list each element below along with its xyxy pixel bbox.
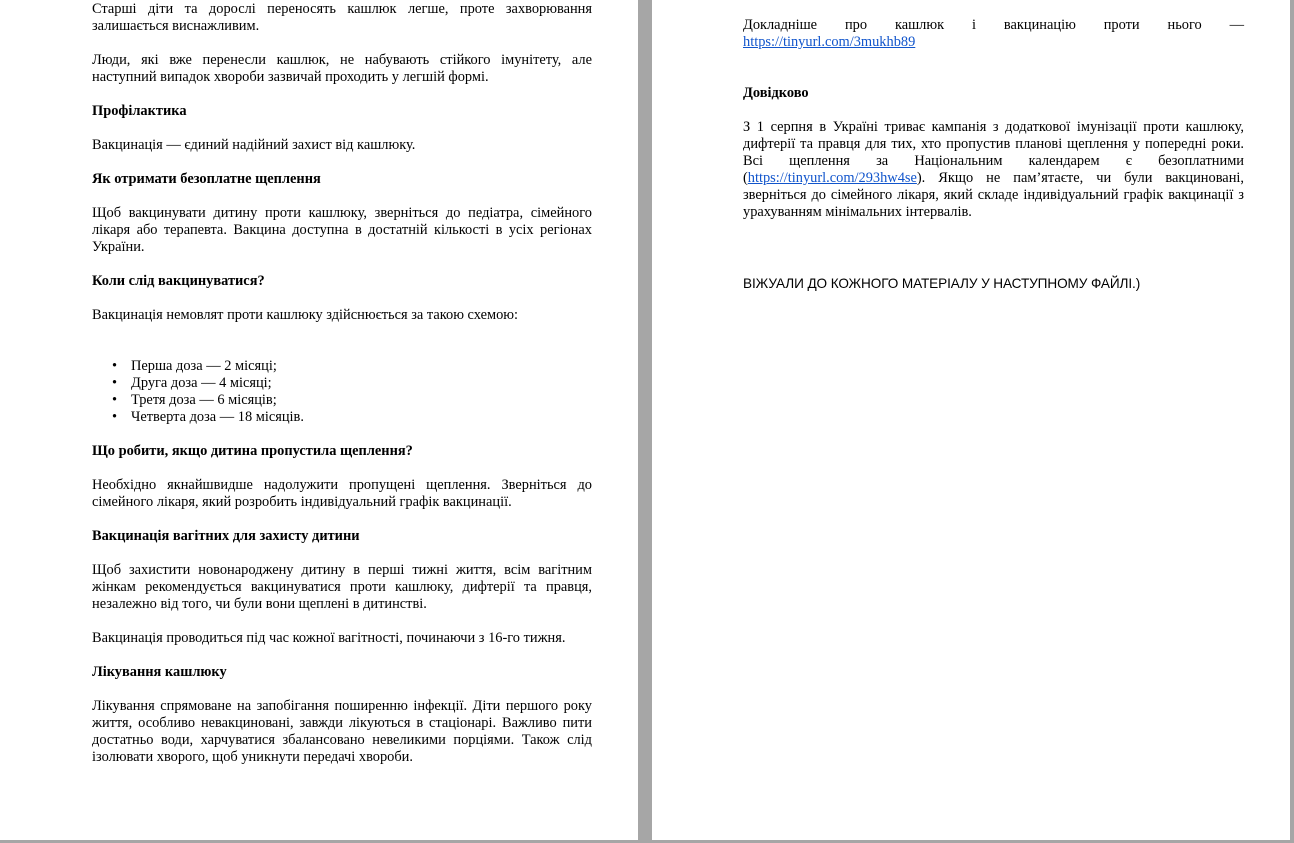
heading-prevention: Профілактика xyxy=(92,103,187,119)
paragraph: Щоб вакцинувати дитину проти кашлюку, зверніться до педіатра, сімейного лікаря або терапевта. Вакцина доступна в достатній кількості в усіх регіонах України. xyxy=(92,205,592,255)
dose-schedule-list xyxy=(92,358,592,426)
more-info-link[interactable]: https://tinyurl.com/3mukhb89 xyxy=(743,34,916,50)
paragraph-reference xyxy=(743,119,1244,221)
paragraph: Старші діти та дорослі переносять кашлюк легше, проте захворювання залишається виснажливим. xyxy=(92,1,592,34)
page-content xyxy=(92,1,592,783)
paragraph: Необхідно якнайшвидше надолужити пропущені щеплення. Зверніться до сімейного лікаря, який розробить індивідуальний графік вакцинації. xyxy=(92,477,592,510)
list-item: • Друга доза — 4 місяці; xyxy=(131,375,592,392)
page-content xyxy=(743,17,1244,309)
heading-reference: Довідково xyxy=(743,85,809,101)
heading-pregnant-vaccination: Вакцинація вагітних для захисту дитини xyxy=(92,528,360,544)
empty-line xyxy=(743,68,1244,85)
heading-free-vaccination: Як отримати безоплатне щеплення xyxy=(92,171,321,187)
heading-missed-vaccination: Що робити, якщо дитина пропустила щеплення? xyxy=(92,443,413,459)
paragraph: Щоб захистити новонароджену дитину в перші тижні життя, всім вагітним жінкам рекомендується вакцинуватися проти кашлюку, дифтерії та правця, незалежно від того, чи були вони щеплені в дитинстві. xyxy=(92,562,592,612)
paragraph: Вакцинація немовлят проти кашлюку здійснюється за такою схемою: xyxy=(92,307,519,323)
reference-text: ). Якщо не пам’ятаєте, чи були вакциновані, зверніться до сімейного лікаря, який складе індивідуальний графік вакцинації з урахуванням мінімальних інтервалів. xyxy=(743,170,1244,220)
reference-text: З 1 серпня в Україні триває кампанія з додаткової імунізації проти кашлюку, дифтерії та правця для тих, хто пропустив планові щеплення у попередні роки. Всі щеплення за Національним календарем є безоплатними ( xyxy=(743,119,1244,186)
paragraph: Вакцинація — єдиний надійний захист від кашлюку. xyxy=(92,137,416,153)
paragraph: Вакцинація проводиться під час кожної вагітності, починаючи з 16-го тижня. xyxy=(92,630,566,646)
paragraph-more-info xyxy=(743,17,1244,51)
empty-line xyxy=(92,341,592,358)
visuals-note: ВІЖУАЛИ ДО КОЖНОГО МАТЕРІАЛУ У НАСТУПНОМУ ФАЙЛІ.) xyxy=(743,276,1141,291)
list-item: • Третя доза — 6 місяців; xyxy=(131,392,592,409)
document-page-right xyxy=(652,0,1290,840)
heading-treatment: Лікування кашлюку xyxy=(92,664,227,680)
calendar-link[interactable]: https://tinyurl.com/293hw4se xyxy=(747,170,917,186)
paragraph: Лікування спрямоване на запобігання поширенню інфекції. Діти першого року життя, особливо невакциновані, завжди лікуються в стаціонарі. Важливо пити достатньо води, харчуватися збалансовано невеликими порціями. Також слід ізолювати хворого, щоб уникнути передачі хвороби. xyxy=(92,698,592,765)
heading-when-vaccinate: Коли слід вакцинуватися? xyxy=(92,273,265,289)
document-page-left xyxy=(0,0,638,840)
list-item: • Перша доза — 2 місяці; xyxy=(131,358,592,375)
list-item: • Четверта доза — 18 місяців. xyxy=(131,409,592,426)
more-info-text: Докладніше про кашлюк і вакцинацію проти нього — xyxy=(743,17,1244,33)
paragraph: Люди, які вже перенесли кашлюк, не набувають стійкого імунітету, але наступний випадок хвороби зазвичай проходить у легшій формі. xyxy=(92,52,592,85)
